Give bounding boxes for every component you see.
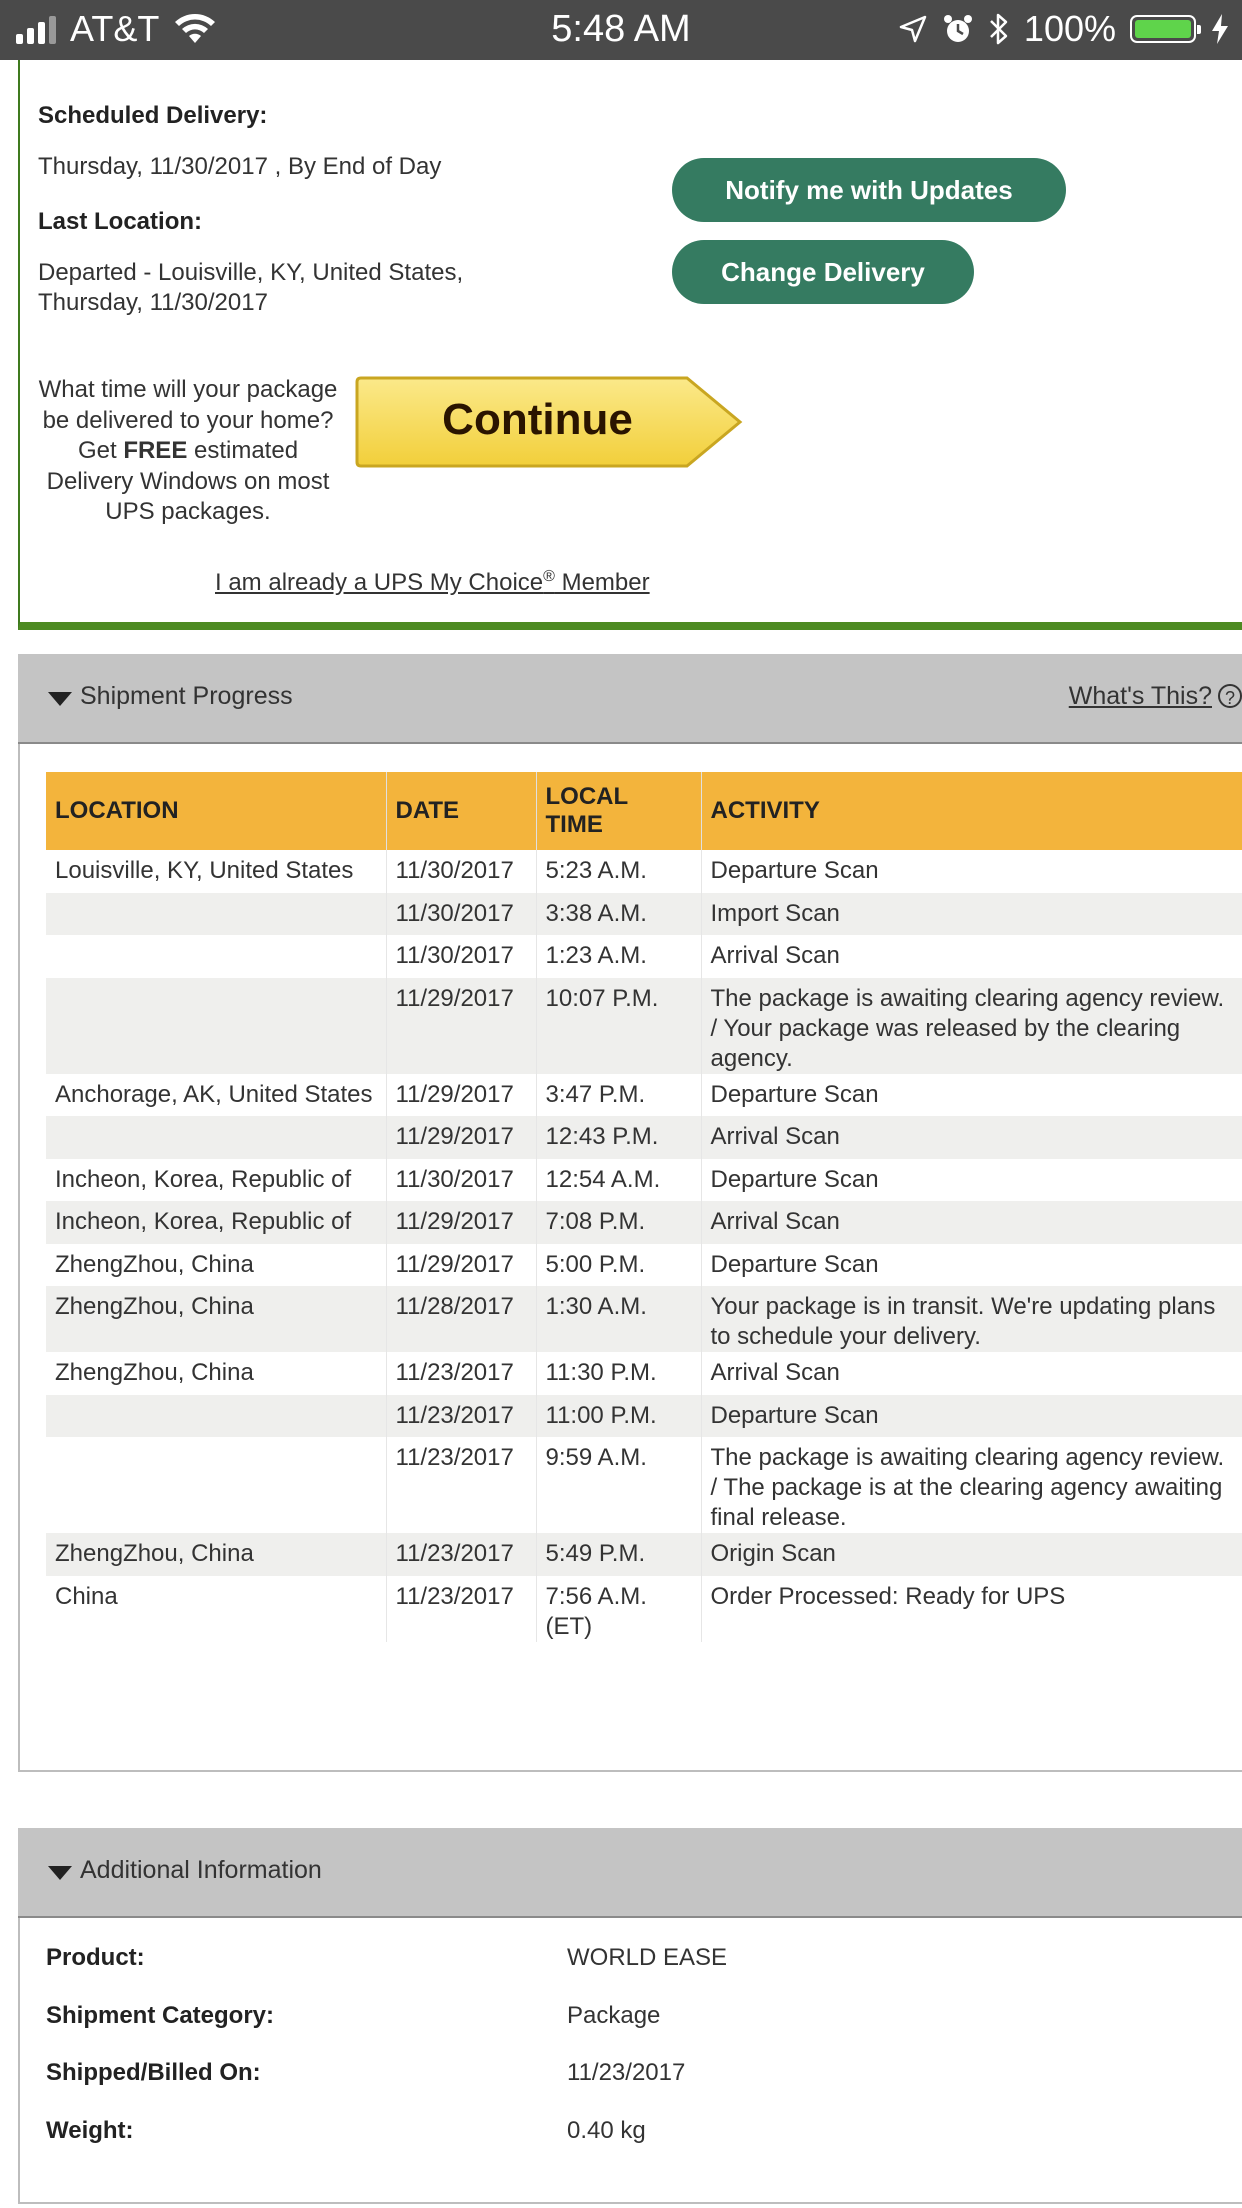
cell-date: 11/23/2017 (386, 1576, 536, 1642)
cell-date: 11/30/2017 (386, 935, 536, 978)
table-row (46, 1286, 1242, 1352)
cell-date: 11/23/2017 (386, 1352, 536, 1395)
table-row (46, 1437, 1242, 1533)
cell-date: 11/29/2017 (386, 1074, 536, 1117)
shipment-category-value: Package (567, 2002, 661, 2029)
cell-location: Incheon, Korea, Republic of (46, 1201, 386, 1244)
cell-activity: Departure Scan (710, 1165, 879, 1193)
member-link-text: I am already a UPS My Choice (215, 569, 544, 596)
table-row (46, 1159, 1242, 1202)
table-row (46, 850, 1242, 893)
product-value: WORLD EASE (567, 1944, 728, 1971)
cell-activity: Departure Scan (701, 1395, 1242, 1438)
cell-local-time: 3:47 P.M. (536, 1074, 701, 1117)
last-location-line1: Departed - Louisville, KY, United States, (38, 259, 464, 286)
shipped-billed-label: Shipped/Billed On: (46, 2059, 261, 2086)
cell-local-time: 10:07 P.M. (536, 978, 701, 1074)
cell-location (46, 1437, 386, 1533)
scheduled-delivery-value: Thursday, 11/30/2017 , By End of Day (38, 153, 442, 180)
cell-local-time: 7:08 P.M. (536, 1201, 701, 1244)
location-arrow-icon (898, 14, 928, 44)
table-row (46, 1074, 1242, 1117)
shipment-progress-title[interactable]: Shipment Progress (80, 682, 293, 710)
column-header-location: LOCATION (46, 772, 386, 850)
table-row (46, 935, 1242, 978)
cell-date: 11/29/2017 (386, 1116, 536, 1159)
continue-button[interactable] (355, 375, 745, 469)
cell-location (46, 1116, 386, 1159)
cell-date: 11/29/2017 (386, 1201, 536, 1244)
table-row (46, 1201, 1242, 1244)
cell-location: Incheon, Korea, Republic of (46, 1159, 386, 1202)
product-label: Product: (46, 1944, 145, 1971)
change-delivery-button[interactable]: Change Delivery (672, 240, 974, 304)
shipment-progress-table (46, 772, 1242, 1642)
alarm-clock-icon (942, 13, 974, 45)
cell-activity: Departure Scan (710, 1080, 879, 1108)
cell-location: ZhengZhou, China (46, 1286, 386, 1352)
battery-percent: 100% (1023, 8, 1116, 49)
cell-location: ZhengZhou, China (46, 1244, 386, 1287)
help-circle-icon[interactable]: ? (1218, 684, 1242, 708)
status-time: 5:48 AM (551, 8, 691, 50)
promo-free: FREE (123, 437, 188, 464)
cell-location (46, 935, 386, 978)
cell-location: ZhengZhou, China (46, 1352, 386, 1395)
cell-local-time: 1:23 A.M. (536, 935, 701, 978)
delivery-window-promo (38, 375, 338, 528)
cell-activity: Departure Scan (710, 857, 879, 884)
table-row (46, 893, 1242, 936)
weight-value: 0.40 kg (567, 2117, 646, 2144)
cell-date: 11/23/2017 (386, 1395, 536, 1438)
progress-rows (46, 850, 1242, 1642)
collapse-triangle-icon (48, 692, 72, 706)
cell-location (46, 893, 386, 936)
column-header-activity: ACTIVITY (701, 772, 1242, 850)
last-location-label: Last Location: (38, 208, 203, 235)
collapse-triangle-icon (48, 1866, 72, 1880)
shipment-category-label: Shipment Category: (46, 2002, 275, 2029)
cell-local-time: 7:56 A.M. (ET) (536, 1576, 701, 1642)
last-location-line2: Thursday, 11/30/2017 (38, 289, 268, 316)
cell-date: 11/23/2017 (386, 1533, 536, 1576)
carrier-name: AT&T (70, 8, 160, 49)
delivery-panel (18, 60, 1242, 630)
cell-date: 11/29/2017 (386, 1244, 536, 1287)
promo-text-start: What time will your package be delivered to your home? Get (38, 376, 338, 464)
cell-activity: Order Processed: Ready for UPS (710, 1582, 1066, 1610)
table-row (46, 1116, 1242, 1159)
cell-local-time: 5:23 A.M. (536, 850, 701, 893)
table-header-row (46, 772, 1242, 850)
table-row (46, 1576, 1242, 1642)
table-row (46, 1352, 1242, 1395)
column-header-date: DATE (386, 772, 536, 850)
shipment-progress-header[interactable] (18, 654, 1242, 744)
weight-label: Weight: (46, 2117, 134, 2144)
scheduled-delivery-label: Scheduled Delivery: (38, 102, 268, 129)
cell-activity: Departure Scan (710, 1250, 879, 1278)
status-bar (0, 0, 1242, 60)
cell-local-time: 1:30 A.M. (536, 1286, 701, 1352)
member-link-suffix: Member (554, 569, 650, 596)
cell-date: 11/28/2017 (386, 1286, 536, 1352)
cell-activity: The package is awaiting clearing agency review. / The package is at the clearing agency awaiting final release. (710, 1444, 1225, 1531)
cell-activity: Arrival Scan (710, 1359, 840, 1386)
column-header-local-time: LOCAL TIME (536, 772, 701, 850)
cell-date: 11/23/2017 (386, 1437, 536, 1533)
table-row (46, 1533, 1242, 1576)
registered-mark: ® (543, 568, 555, 585)
cell-date: 11/30/2017 (386, 893, 536, 936)
cell-activity: Origin Scan (701, 1533, 1242, 1576)
promo-text-end: estimated Delivery Windows on most UPS packages. (46, 437, 330, 525)
cell-activity: Arrival Scan (701, 1116, 1242, 1159)
cell-activity: Arrival Scan (701, 1201, 1242, 1244)
cell-local-time: 11:30 P.M. (536, 1352, 701, 1395)
cell-location (46, 978, 386, 1074)
charging-bolt-icon (1210, 13, 1230, 45)
cell-activity: The package is awaiting clearing agency review. / Your package was released by the clearing agency. (701, 978, 1242, 1074)
cell-date: 11/30/2017 (386, 850, 536, 893)
cell-location: Anchorage, AK, United States (46, 1074, 386, 1117)
cell-location: ZhengZhou, China (46, 1533, 386, 1576)
cell-local-time: 12:43 P.M. (536, 1116, 701, 1159)
cell-local-time: 5:00 P.M. (536, 1244, 701, 1287)
shipped-billed-value: 11/23/2017 (567, 2059, 686, 2086)
table-row (46, 978, 1242, 1074)
bluetooth-icon (988, 12, 1010, 46)
cell-location (46, 1395, 386, 1438)
cell-activity: Arrival Scan (710, 942, 840, 969)
cell-activity: Import Scan (701, 893, 1242, 936)
additional-info-header[interactable] (18, 1828, 1242, 1918)
cell-local-time: 9:59 A.M. (536, 1437, 701, 1533)
additional-info-title[interactable]: Additional Information (80, 1856, 322, 1884)
cell-date: 11/30/2017 (386, 1159, 536, 1202)
continue-label: Continue (442, 395, 633, 444)
cell-location: Louisville, KY, United States (46, 850, 386, 893)
table-row (46, 1244, 1242, 1287)
cell-local-time: 12:54 A.M. (536, 1159, 701, 1202)
notify-updates-button[interactable]: Notify me with Updates (672, 158, 1066, 222)
status-right (898, 8, 1230, 50)
cell-location: China (46, 1576, 386, 1642)
battery-icon (1130, 15, 1196, 43)
table-row (46, 1395, 1242, 1438)
my-choice-member-link[interactable] (215, 568, 650, 597)
cell-activity: Your package is in transit. We're updating plans to schedule your delivery. (701, 1286, 1242, 1352)
whats-this-link[interactable]: What's This? (1068, 682, 1212, 710)
cell-local-time: 5:49 P.M. (536, 1533, 701, 1576)
cell-local-time: 11:00 P.M. (536, 1395, 701, 1438)
cell-local-time: 3:38 A.M. (536, 893, 701, 936)
cell-date: 11/29/2017 (386, 978, 536, 1074)
